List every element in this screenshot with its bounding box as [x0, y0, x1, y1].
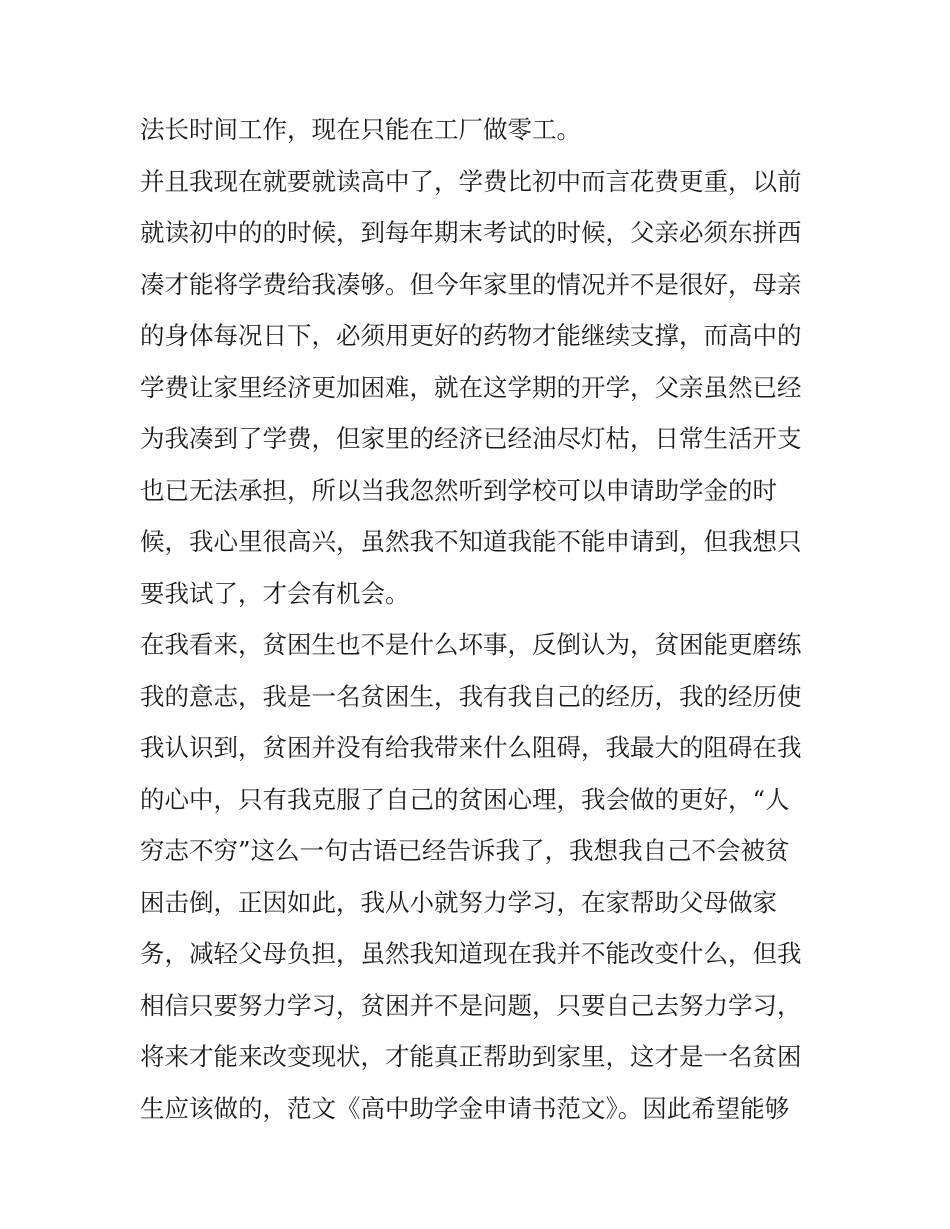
- text-line: 生应该做的，范文《高中助学金申请书范文》。因此希望能够: [140, 1093, 790, 1123]
- text-line: 法长时间工作，现在只能在工厂做零工。: [140, 115, 581, 144]
- text-line: 要我试了，才会有机会。: [140, 578, 410, 608]
- text-line: 在我看来，贫困生也不是什么坏事，反倒认为，贫困能更磨练: [140, 630, 802, 659]
- text-line: 也已无法承担，所以当我忽然听到学校可以申请助学金的时: [140, 475, 777, 505]
- text-line: 的身体每况日下，必须用更好的药物才能继续支撑，而高中的: [140, 321, 802, 350]
- text-line: 务，减轻父母负担，虽然我知道现在我并不能改变什么，但我: [140, 939, 802, 968]
- text-line: 学费让家里经济更加困难，就在这学期的开学，父亲虽然已经: [140, 372, 802, 402]
- text-line: 困击倒，正因如此，我从小就努力学习，在家帮助父母做家: [140, 887, 777, 917]
- body-text: [140, 104, 820, 1134]
- text-line: 的心中，只有我克服了自己的贫困心理，我会做的更好，“人: [140, 784, 790, 814]
- text-line: 我认识到，贫困并没有给我带来什么阻碍，我最大的阻碍在我: [140, 733, 802, 762]
- text-line: 并且我现在就要就读高中了，学费比初中而言花费更重，以前: [140, 166, 802, 196]
- text-line: 就读初中的的时候，到每年期末考试的时候，父亲必须东拼西: [140, 218, 802, 247]
- text-line: 为我凑到了学费，但家里的经济已经油尽灯枯，日常生活开支: [140, 424, 802, 453]
- text-line: 将来才能来改变现状，才能真正帮助到家里，这才是一名贫困: [140, 1042, 802, 1071]
- text-line: 凑才能将学费给我凑够。但今年家里的情况并不是很好，母亲: [140, 269, 802, 299]
- text-line: 相信只要努力学习，贫困并不是问题，只要自己去努力学习，: [140, 990, 802, 1020]
- text-line: 我的意志，我是一名贫困生，我有我自己的经历，我的经历使: [140, 681, 802, 711]
- text-line: 穷志不穷”这么一句古语已经告诉我了，我想我自己不会被贫: [140, 836, 790, 865]
- text-line: 候，我心里很高兴，虽然我不知道我能不能申请到，但我想只: [140, 527, 802, 556]
